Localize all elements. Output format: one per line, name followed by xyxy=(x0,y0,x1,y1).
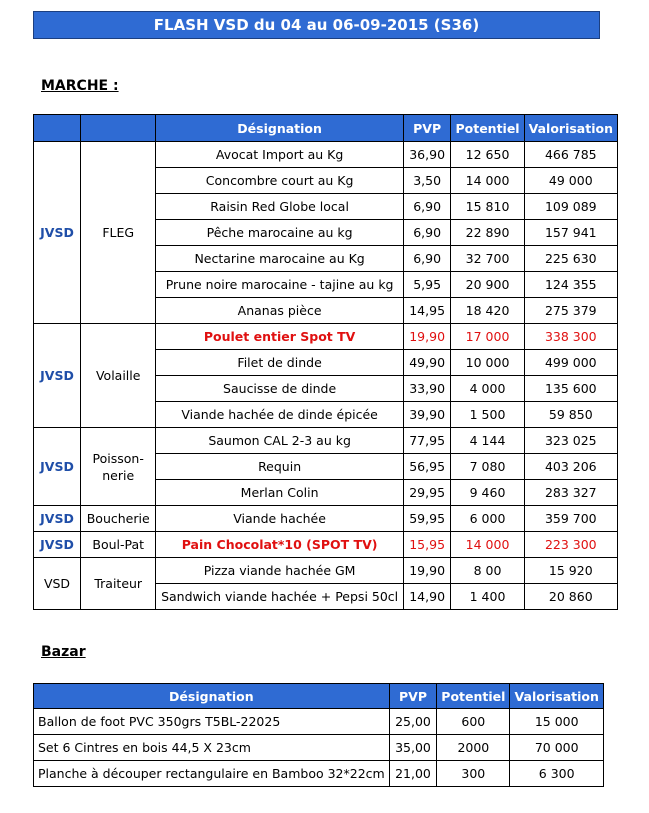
potentiel-cell: 8 00 xyxy=(451,558,524,584)
valorisation-cell: 49 000 xyxy=(524,168,617,194)
group-category: Boucherie xyxy=(81,506,156,532)
designation-cell: Requin xyxy=(156,454,403,480)
table-row xyxy=(34,735,604,761)
designation-cell: Saucisse de dinde xyxy=(156,376,403,402)
valorisation-cell: 466 785 xyxy=(524,142,617,168)
designation-cell: Viande hachée de dinde épicée xyxy=(156,402,403,428)
valorisation-cell: 499 000 xyxy=(524,350,617,376)
bazar-header-designation: Désignation xyxy=(34,684,390,709)
potentiel-cell: 4 144 xyxy=(451,428,524,454)
table-row xyxy=(34,428,618,454)
potentiel-cell: 14 000 xyxy=(451,532,524,558)
pvp-cell: 5,95 xyxy=(403,272,451,298)
header-blank-2 xyxy=(81,115,156,142)
potentiel-cell: 6 000 xyxy=(451,506,524,532)
potentiel-cell: 1 500 xyxy=(451,402,524,428)
pvp-cell: 77,95 xyxy=(403,428,451,454)
valorisation-cell: 283 327 xyxy=(524,480,617,506)
pvp-cell: 29,95 xyxy=(403,480,451,506)
group-category: Traiteur xyxy=(81,558,156,610)
table-row xyxy=(34,558,618,584)
valorisation-cell: 15 920 xyxy=(524,558,617,584)
designation-cell: Merlan Colin xyxy=(156,480,403,506)
designation-cell: Planche à découper rectangulaire en Bamboo 32*22cm xyxy=(34,761,390,787)
group-category: FLEG xyxy=(81,142,156,324)
valorisation-cell: 157 941 xyxy=(524,220,617,246)
bazar-table xyxy=(33,683,604,787)
bazar-heading: Bazar xyxy=(41,644,86,660)
group-category: Boul-Pat xyxy=(81,532,156,558)
potentiel-cell: 22 890 xyxy=(451,220,524,246)
designation-cell: Raisin Red Globe local xyxy=(156,194,403,220)
valorisation-cell: 359 700 xyxy=(524,506,617,532)
designation-cell: Sandwich viande hachée + Pepsi 50cl xyxy=(156,584,403,610)
pvp-cell: 3,50 xyxy=(403,168,451,194)
designation-cell: Filet de dinde xyxy=(156,350,403,376)
designation-cell: Pain Chocolat*10 (SPOT TV) xyxy=(156,532,403,558)
table-row xyxy=(34,506,618,532)
valorisation-cell: 70 000 xyxy=(510,735,604,761)
pvp-cell: 14,95 xyxy=(403,298,451,324)
group-label: VSD xyxy=(34,558,81,610)
table-row xyxy=(34,324,618,350)
table-row xyxy=(34,142,618,168)
designation-cell: Nectarine marocaine au Kg xyxy=(156,246,403,272)
valorisation-cell: 59 850 xyxy=(524,402,617,428)
potentiel-cell: 4 000 xyxy=(451,376,524,402)
table-row xyxy=(34,532,618,558)
header-potentiel: Potentiel xyxy=(451,115,524,142)
potentiel-cell: 7 080 xyxy=(451,454,524,480)
potentiel-cell: 2000 xyxy=(437,735,510,761)
potentiel-cell: 10 000 xyxy=(451,350,524,376)
valorisation-cell: 403 206 xyxy=(524,454,617,480)
group-label: JVSD xyxy=(34,324,81,428)
valorisation-cell: 6 300 xyxy=(510,761,604,787)
header-pvp: PVP xyxy=(403,115,451,142)
valorisation-cell: 124 355 xyxy=(524,272,617,298)
valorisation-cell: 20 860 xyxy=(524,584,617,610)
pvp-cell: 25,00 xyxy=(389,709,437,735)
potentiel-cell: 14 000 xyxy=(451,168,524,194)
marche-heading: MARCHE : xyxy=(41,78,119,94)
valorisation-cell: 15 000 xyxy=(510,709,604,735)
designation-cell: Concombre court au Kg xyxy=(156,168,403,194)
pvp-cell: 56,95 xyxy=(403,454,451,480)
designation-cell: Pizza viande hachée GM xyxy=(156,558,403,584)
pvp-cell: 6,90 xyxy=(403,220,451,246)
valorisation-cell: 223 300 xyxy=(524,532,617,558)
potentiel-cell: 12 650 xyxy=(451,142,524,168)
table-row xyxy=(34,761,604,787)
group-category: Poisson- nerie xyxy=(81,428,156,506)
header-valorisation: Valorisation xyxy=(524,115,617,142)
marche-table xyxy=(33,114,618,610)
pvp-cell: 15,95 xyxy=(403,532,451,558)
bazar-header-pvp: PVP xyxy=(389,684,437,709)
designation-cell: Viande hachée xyxy=(156,506,403,532)
potentiel-cell: 9 460 xyxy=(451,480,524,506)
designation-cell: Saumon CAL 2-3 au kg xyxy=(156,428,403,454)
pvp-cell: 35,00 xyxy=(389,735,437,761)
designation-cell: Ananas pièce xyxy=(156,298,403,324)
pvp-cell: 49,90 xyxy=(403,350,451,376)
potentiel-cell: 1 400 xyxy=(451,584,524,610)
potentiel-cell: 18 420 xyxy=(451,298,524,324)
group-category: Volaille xyxy=(81,324,156,428)
valorisation-cell: 338 300 xyxy=(524,324,617,350)
pvp-cell: 6,90 xyxy=(403,246,451,272)
header-designation: Désignation xyxy=(156,115,403,142)
header-blank-1 xyxy=(34,115,81,142)
designation-cell: Pêche marocaine au kg xyxy=(156,220,403,246)
potentiel-cell: 17 000 xyxy=(451,324,524,350)
pvp-cell: 36,90 xyxy=(403,142,451,168)
pvp-cell: 59,95 xyxy=(403,506,451,532)
valorisation-cell: 275 379 xyxy=(524,298,617,324)
group-label: JVSD xyxy=(34,428,81,506)
pvp-cell: 14,90 xyxy=(403,584,451,610)
group-label: JVSD xyxy=(34,506,81,532)
valorisation-cell: 135 600 xyxy=(524,376,617,402)
pvp-cell: 33,90 xyxy=(403,376,451,402)
table-row xyxy=(34,709,604,735)
bazar-header-potentiel: Potentiel xyxy=(437,684,510,709)
designation-cell: Poulet entier Spot TV xyxy=(156,324,403,350)
designation-cell: Ballon de foot PVC 350grs T5BL-22025 xyxy=(34,709,390,735)
valorisation-cell: 225 630 xyxy=(524,246,617,272)
potentiel-cell: 32 700 xyxy=(451,246,524,272)
potentiel-cell: 300 xyxy=(437,761,510,787)
potentiel-cell: 20 900 xyxy=(451,272,524,298)
designation-cell: Prune noire marocaine - tajine au kg xyxy=(156,272,403,298)
potentiel-cell: 600 xyxy=(437,709,510,735)
pvp-cell: 39,90 xyxy=(403,402,451,428)
group-label: JVSD xyxy=(34,142,81,324)
potentiel-cell: 15 810 xyxy=(451,194,524,220)
valorisation-cell: 109 089 xyxy=(524,194,617,220)
pvp-cell: 21,00 xyxy=(389,761,437,787)
pvp-cell: 19,90 xyxy=(403,324,451,350)
designation-cell: Avocat Import au Kg xyxy=(156,142,403,168)
valorisation-cell: 323 025 xyxy=(524,428,617,454)
group-label: JVSD xyxy=(34,532,81,558)
designation-cell: Set 6 Cintres en bois 44,5 X 23cm xyxy=(34,735,390,761)
pvp-cell: 6,90 xyxy=(403,194,451,220)
page-title: FLASH VSD du 04 au 06-09-2015 (S36) xyxy=(33,11,600,39)
bazar-header-valorisation: Valorisation xyxy=(510,684,604,709)
pvp-cell: 19,90 xyxy=(403,558,451,584)
